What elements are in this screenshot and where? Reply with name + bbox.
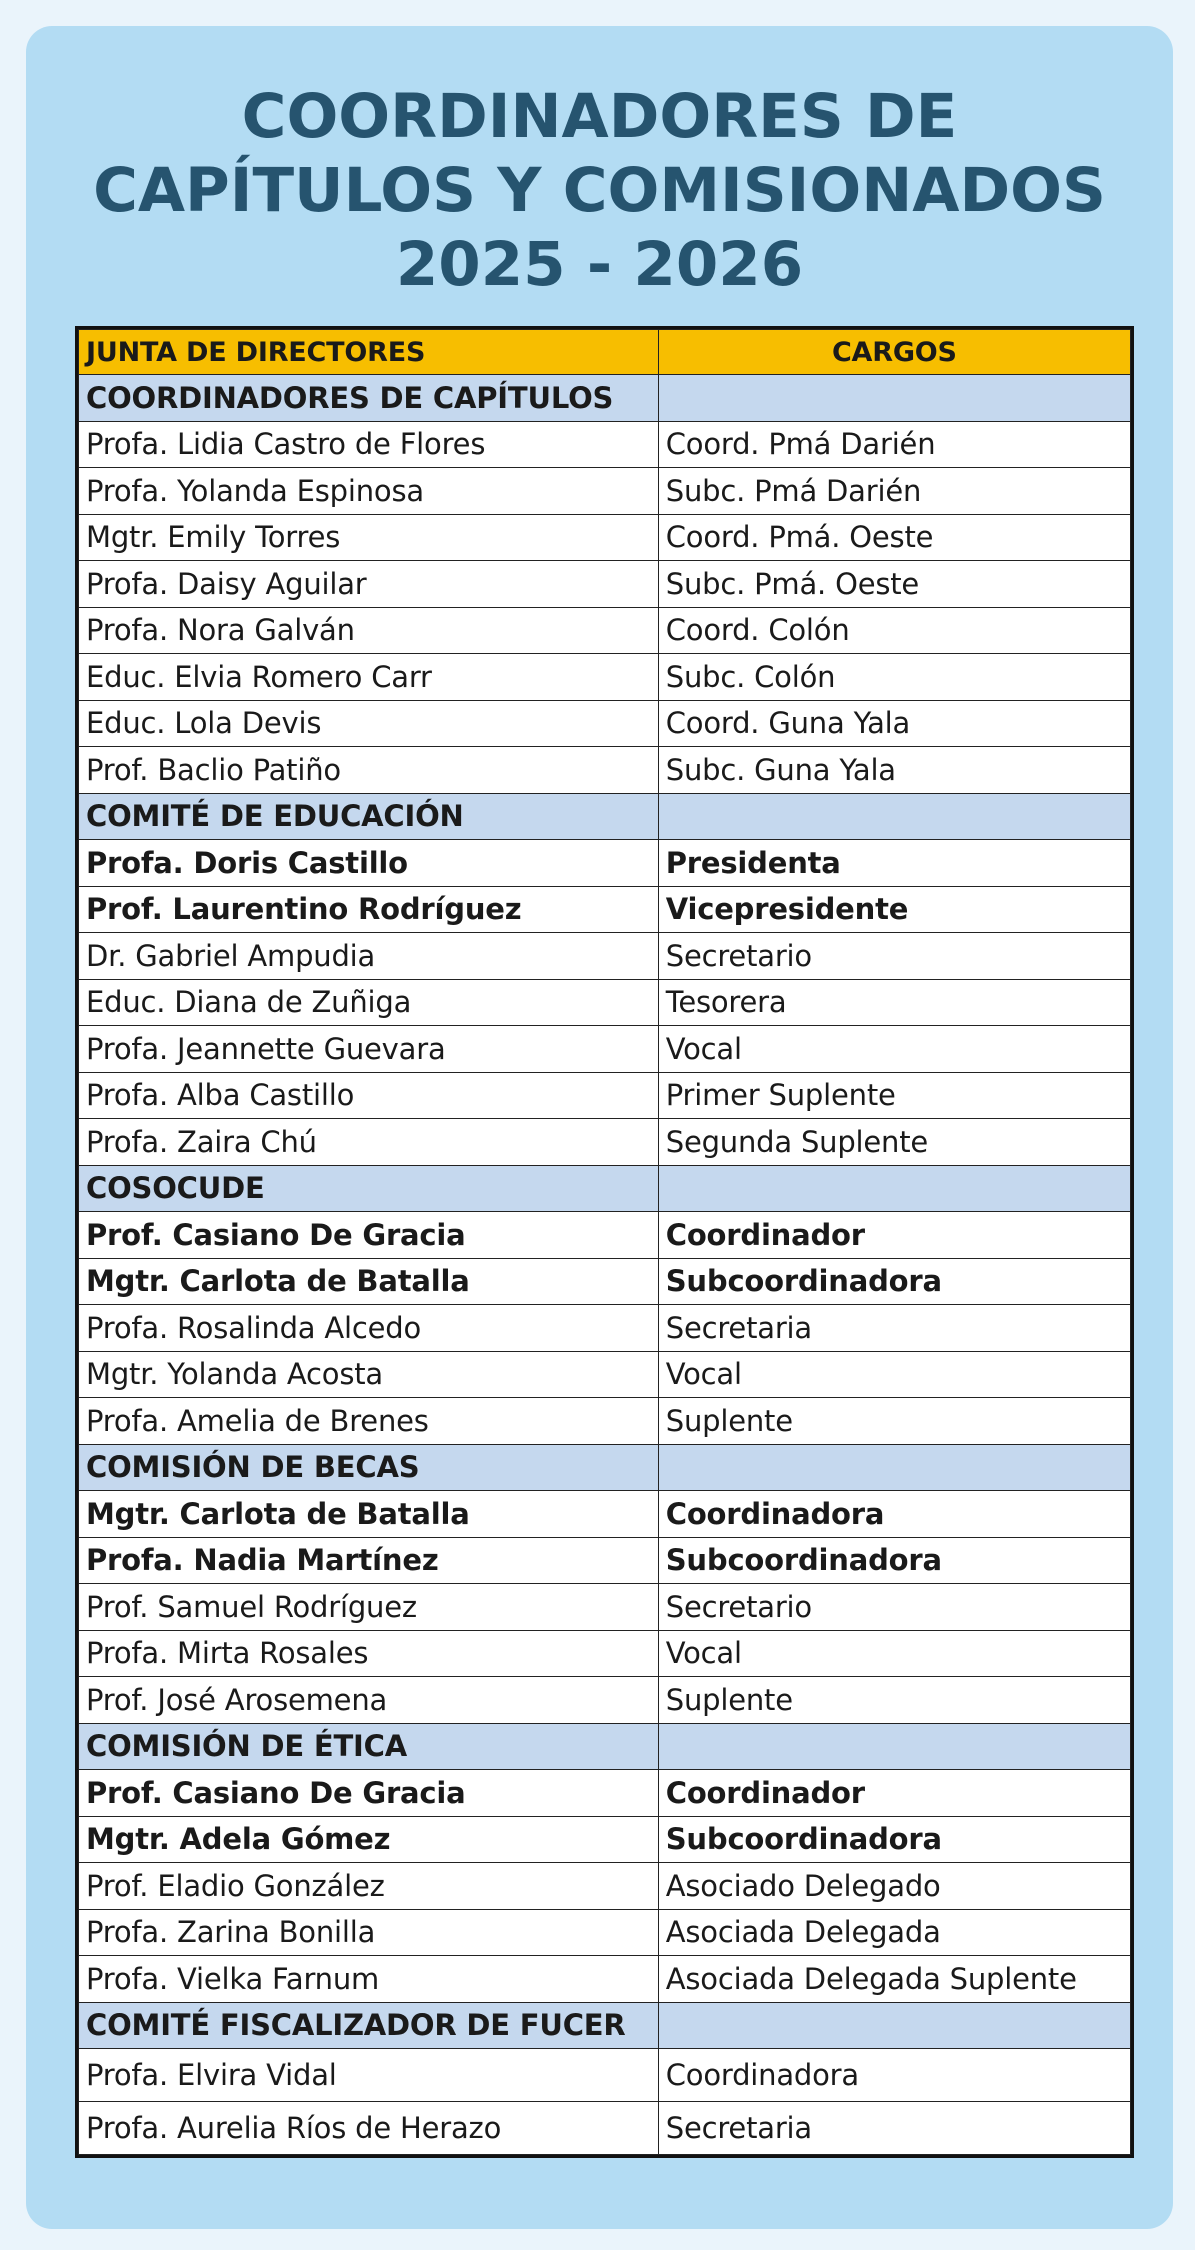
member-name: Prof. Baclio Patiño [79,747,659,794]
table-row [79,2049,1131,2102]
member-name: Profa. Alba Castillo [79,1072,659,1119]
member-name: Profa. Nadia Martínez [79,1537,659,1584]
table-row [79,1816,1131,1863]
member-role: Asociado Delegado [658,1863,1130,1910]
member-role: Primer Suplente [658,1072,1130,1119]
table-row [79,1677,1131,1724]
table-row [79,1956,1131,2003]
table-row [79,1863,1131,1910]
section-title: COMITÉ DE EDUCACIÓN [79,793,659,840]
column-header-junta: JUNTA DE DIRECTORES [79,330,659,375]
member-role: Suplente [658,1398,1130,1445]
member-name: Profa. Zaira Chú [79,1119,659,1166]
section-header-row [79,793,1131,840]
table-row [79,1491,1131,1538]
table-row [79,1072,1131,1119]
table-row [79,840,1131,887]
table-row [79,468,1131,515]
member-name: Profa. Nora Galván [79,607,659,654]
member-role: Coordinador [658,1212,1130,1259]
member-role: Coord. Pmá Darién [658,421,1130,468]
table-row [79,1537,1131,1584]
section-title: COMISIÓN DE BECAS [79,1444,659,1491]
section-empty-cell [658,1723,1130,1770]
member-role: Secretario [658,933,1130,980]
member-name: Prof. Laurentino Rodríguez [79,886,659,933]
member-name: Profa. Aurelia Ríos de Herazo [79,2102,659,2155]
table-row [79,979,1131,1026]
member-role: Secretaria [658,1305,1130,1352]
column-header-cargos: CARGOS [658,330,1130,375]
section-empty-cell [658,1444,1130,1491]
member-role: Asociada Delegada Suplente [658,1956,1130,2003]
member-name: Profa. Mirta Rosales [79,1630,659,1677]
title-line-2: CAPÍTULOS Y COMISIONADOS [93,155,1106,226]
member-name: Profa. Daisy Aguilar [79,561,659,608]
member-role: Asociada Delegada [658,1909,1130,1956]
member-role: Coordinadora [658,1491,1130,1538]
table-row [79,654,1131,701]
table-row [79,1630,1131,1677]
table-row [79,1351,1131,1398]
section-title: COMISIÓN DE ÉTICA [79,1723,659,1770]
table-row [79,1398,1131,1445]
member-role: Tesorera [658,979,1130,1026]
table-row [79,607,1131,654]
member-name: Prof. José Arosemena [79,1677,659,1724]
member-name: Prof. Eladio González [79,1863,659,1910]
table-row [79,561,1131,608]
member-name: Mgtr. Carlota de Batalla [79,1258,659,1305]
member-role: Vicepresidente [658,886,1130,933]
member-role: Suplente [658,1677,1130,1724]
table-row [79,1909,1131,1956]
member-name: Profa. Doris Castillo [79,840,659,887]
member-name: Profa. Vielka Farnum [79,1956,659,2003]
section-title: COORDINADORES DE CAPÍTULOS [79,375,659,422]
directors-table [75,326,1134,2158]
member-name: Prof. Casiano De Gracia [79,1212,659,1259]
member-name: Mgtr. Yolanda Acosta [79,1351,659,1398]
table-row [79,1305,1131,1352]
table-row [79,886,1131,933]
member-role: Subcoordinadora [658,1258,1130,1305]
member-role: Subc. Colón [658,654,1130,701]
table-row [79,933,1131,980]
section-header-row [79,375,1131,422]
member-name: Educ. Elvia Romero Carr [79,654,659,701]
member-role: Vocal [658,1351,1130,1398]
member-name: Dr. Gabriel Ampudia [79,933,659,980]
table-row [79,514,1131,561]
member-role: Vocal [658,1026,1130,1073]
member-role: Subc. Guna Yala [658,747,1130,794]
section-empty-cell [658,375,1130,422]
member-name: Profa. Rosalinda Alcedo [79,1305,659,1352]
member-name: Profa. Lidia Castro de Flores [79,421,659,468]
member-name: Educ. Lola Devis [79,700,659,747]
section-title: COMITÉ FISCALIZADOR DE FUCER [79,2002,659,2049]
member-name: Prof. Casiano De Gracia [79,1770,659,1817]
member-name: Profa. Amelia de Brenes [79,1398,659,1445]
table-row [79,1258,1131,1305]
member-name: Profa. Zarina Bonilla [79,1909,659,1956]
member-name: Profa. Elvira Vidal [79,2049,659,2102]
member-role: Coordinador [658,1770,1130,1817]
member-role: Coord. Guna Yala [658,700,1130,747]
table-row [79,1026,1131,1073]
member-role: Secretario [658,1584,1130,1631]
member-role: Subcoordinadora [658,1816,1130,1863]
poster-card [26,26,1173,2229]
member-name: Profa. Jeannette Guevara [79,1026,659,1073]
member-role: Coordinadora [658,2049,1130,2102]
section-header-row [79,2002,1131,2049]
section-title: COSOCUDE [79,1165,659,1212]
member-role: Subc. Pmá. Oeste [658,561,1130,608]
member-role: Secretaria [658,2102,1130,2155]
member-name: Educ. Diana de Zuñiga [79,979,659,1026]
section-header-row [79,1165,1131,1212]
member-name: Profa. Yolanda Espinosa [79,468,659,515]
table-row [79,747,1131,794]
member-name: Mgtr. Carlota de Batalla [79,1491,659,1538]
section-header-row [79,1444,1131,1491]
member-role: Vocal [658,1630,1130,1677]
member-name: Mgtr. Emily Torres [79,514,659,561]
table-row [79,1584,1131,1631]
title-line-1: COORDINADORES DE [241,81,958,152]
table-row [79,1212,1131,1259]
section-empty-cell [658,793,1130,840]
member-role: Coord. Colón [658,607,1130,654]
page-title [26,80,1173,302]
section-empty-cell [658,1165,1130,1212]
section-empty-cell [658,2002,1130,2049]
title-line-3: 2025 - 2026 [395,229,804,300]
member-name: Mgtr. Adela Gómez [79,1816,659,1863]
member-role: Subcoordinadora [658,1537,1130,1584]
table-header-row [79,330,1131,375]
member-role: Segunda Suplente [658,1119,1130,1166]
table-row [79,2102,1131,2155]
table-row [79,700,1131,747]
member-role: Coord. Pmá. Oeste [658,514,1130,561]
member-name: Prof. Samuel Rodríguez [79,1584,659,1631]
table-row [79,421,1131,468]
table-row [79,1770,1131,1817]
table-row [79,1119,1131,1166]
member-role: Subc. Pmá Darién [658,468,1130,515]
member-role: Presidenta [658,840,1130,887]
section-header-row [79,1723,1131,1770]
